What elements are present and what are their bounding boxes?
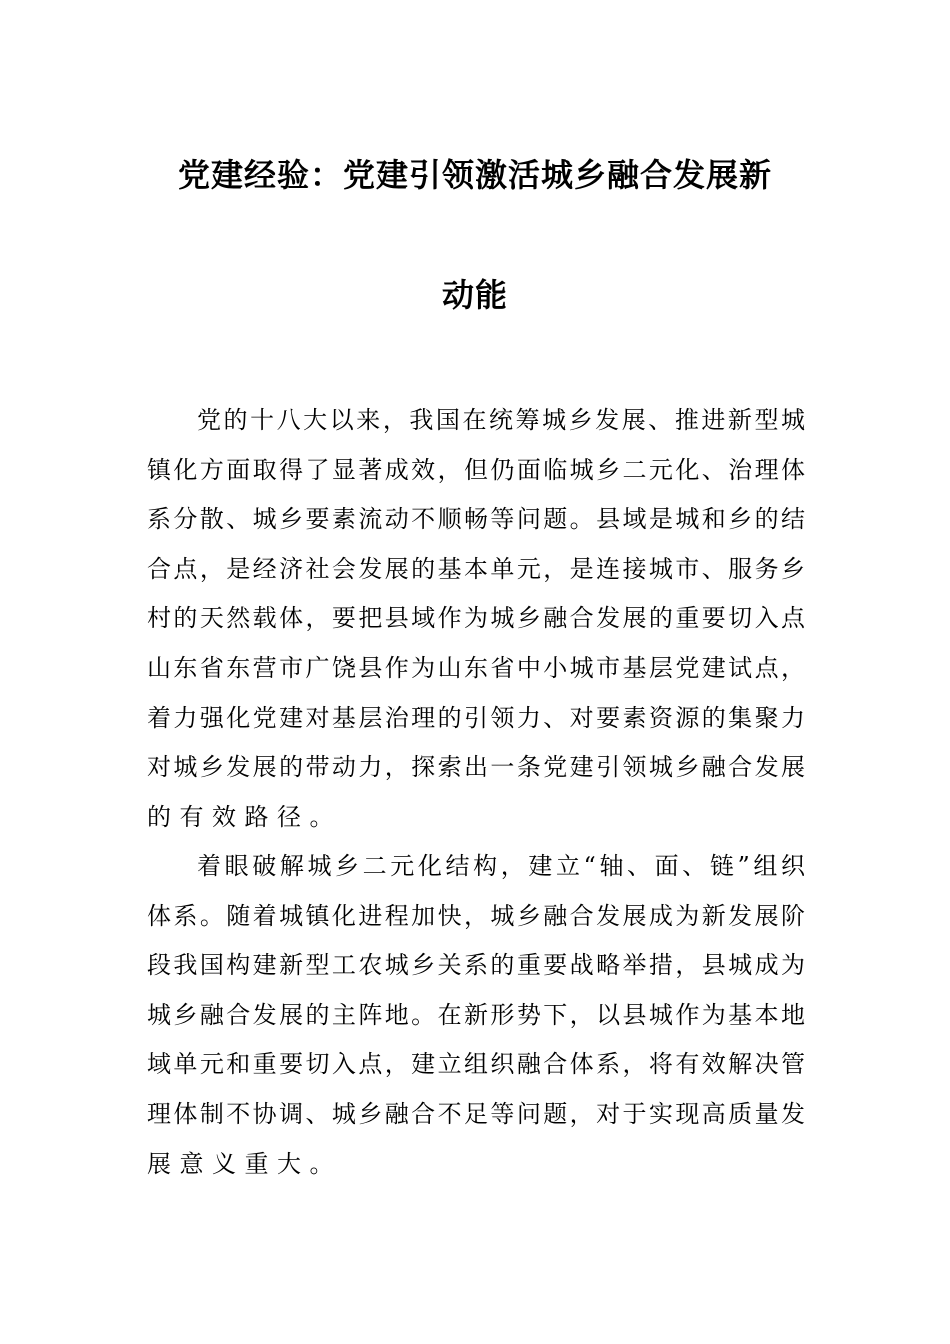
paragraph-line: 系分散、城乡要素流动不顺畅等问题。县域是城和乡的结	[147, 505, 805, 534]
document-title-line-2: 动能	[441, 276, 508, 314]
paragraph-line: 域单元和重要切入点，建立组织融合体系，将有效解决管	[147, 1050, 805, 1079]
paragraph-1	[147, 402, 805, 848]
paragraph-line: 着眼破解城乡二元化结构，建立“轴、面、链”组织	[197, 852, 805, 880]
paragraph-line: 村的天然载体，要把县域作为城乡融合发展的重要切入点	[147, 604, 805, 633]
paragraph-line: 段我国构建新型工农城乡关系的重要战略举措，县城成为	[147, 951, 805, 980]
document-title-line-1: 党建经验：党建引领激活城乡融合发展新	[177, 156, 772, 194]
paragraph-line: 城乡融合发展的主阵地。在新形势下，以县城作为基本地	[147, 1000, 805, 1029]
paragraph-line: 的有效路径。	[147, 802, 342, 831]
paragraph-line: 展意义重大。	[147, 1149, 342, 1178]
paragraph-line: 体系。随着城镇化进程加快，城乡融合发展成为新发展阶	[147, 901, 805, 930]
paragraph-line: 对城乡发展的带动力，探索出一条党建引领城乡融合发展	[147, 753, 805, 782]
paragraph-line: 着力强化党建对基层治理的引领力、对要素资源的集聚力	[147, 703, 805, 732]
paragraph-2	[147, 848, 805, 1195]
paragraph-line: 镇化方面取得了显著成效，但仍面临城乡二元化、治理体	[147, 455, 805, 484]
paragraph-line: 理体制不协调、城乡融合不足等问题，对于实现高质量发	[147, 1099, 805, 1128]
paragraph-line: 合点，是经济社会发展的基本单元，是连接城市、服务乡	[147, 554, 805, 583]
paragraph-line: 党的十八大以来，我国在统筹城乡发展、推进新型城	[197, 406, 805, 434]
paragraph-line: 山东省东营市广饶县作为山东省中小城市基层党建试点，	[147, 653, 805, 682]
